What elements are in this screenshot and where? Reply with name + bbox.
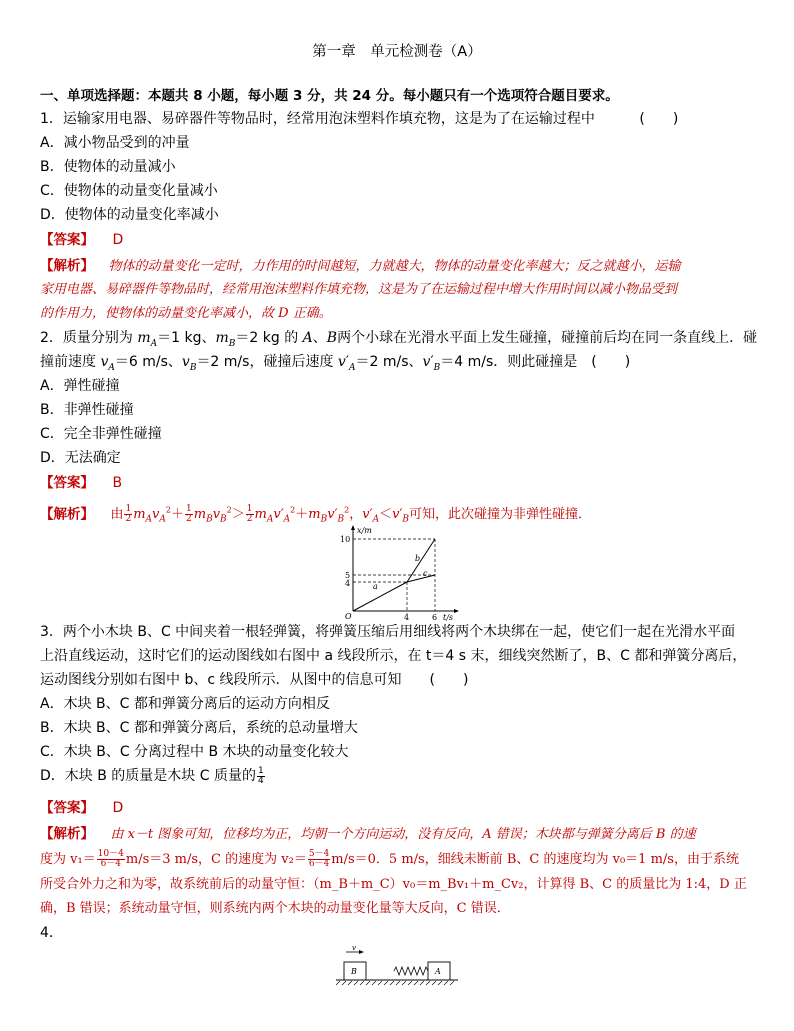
x-tick-4: 4 [404,613,410,622]
question-1-option-d: D．使物体的动量变化率减小 [40,207,219,223]
question-3-stem-line-3: 运动图线分别如右图中 b、c 线段所示．从图中的信息可知 ( ) [40,672,469,688]
y-tick-10: 10 [340,535,351,544]
block-b-label: B [351,967,357,976]
xt-graph [335,523,465,623]
x-axis-label: t/s [443,613,454,622]
question-1-answer: 【答案】 D [40,232,124,248]
question-3-option-d: D．木块 B 的质量是木块 C 质量的 $\frac{1}{4}$ [40,765,264,786]
question-4-number: 4． [40,925,63,941]
question-1-analysis-line-3: 的作用力，使物体的动量变化率减小，故 D 正确。 [40,306,332,321]
question-3-stem-line-1: 3．两个小木块 B、C 中间夹着一根轻弹簧，将弹簧压缩后用细线将两个木块绑在一起，使它们一起在光滑水平面 [40,624,736,640]
question-2-option-b: B．非弹性碰撞 [40,402,134,418]
question-1-analysis-line-1: 【解析】 物体的动量变化一定时，力作用的时间越短，力就越大，物体的动量变化率越大；反之就越小，运输 [40,258,681,274]
question-3-stem-line-2: 上沿直线运动，这时它们的运动图线如右图中 a 线段所示，在 t＝4 s 末，细线突然断了，B、C 都和弹簧分离后， [40,648,747,664]
question-2-option-a: A．弹性碰撞 [40,378,120,394]
question-3-option-a: A．木块 B、C 都和弹簧分离后的运动方向相反 [40,696,330,712]
question-1-option-c: C．使物体的动量变化量减小 [40,183,218,199]
question-3-answer: 【答案】 D [40,800,124,816]
question-2-analysis: 【解析】 由 $\frac{1}{2}$ $m_Av_A^2+$ $\frac{1}{2}$ $m_Bv_B^2>$ $\frac{1}{2}$ $m_Av'_A^2+m_Bv'_B^2$，$v'_A<v'_B$可知，此次碰撞为非弹性碰撞． [40,504,592,525]
x-tick-6: 6 [432,613,438,622]
question-3-option-c: C．木块 B、C 分离过程中 B 木块的动量变化较大 [40,744,349,760]
question-1-analysis-line-2: 家用电器、易碎器件等物品时，经常用泡沫塑料作填充物，这是为了在运输过程中增大作用时间以减小物品受到 [40,282,678,297]
question-1-option-a: A．减小物品受到的冲量 [40,135,190,151]
line-b-label: b [415,554,421,563]
origin-label: O [345,612,352,621]
question-3-analysis-line-3: 所受合外力之和为零，故系统前后的动量守恒：（m_B＋m_C）v₀＝m_Bv₁＋m_Cv₂，计算得 B、C 的质量比为 1:4，D 正 [40,877,747,892]
question-2-option-c: C．完全非弹性碰撞 [40,426,162,442]
question-3-option-b: B．木块 B、C 都和弹簧分离后，系统的总动量增大 [40,720,358,736]
question-2-stem-line-1: 2．质量分别为 $m_A=1$ kg、$m_B=2$ kg 的 A、B两个小球在光滑水平面上发生碰撞，碰撞前后均在同一条直线上．碰 [40,330,758,349]
spring [394,967,428,975]
question-3-analysis-line-1: 【解析】 由 x－t 图象可知，位移均为正，均朝一个方向运动，没有反向，A 错误；木块都与弹簧分离后 B 的速 [40,826,696,842]
y-tick-4: 4 [345,579,351,588]
question-2-option-d: D．无法确定 [40,450,121,466]
q4-figure [332,945,462,991]
page-title: 第一章 单元检测卷（A） [312,44,482,60]
block-a-label: A [435,967,441,976]
question-3-analysis-line-2: 度为 v₁＝ $\frac{10-4}{6-4}$ m/s＝3 m/s，C 的速度为 v₂＝ $\frac{5-4}{6-4}$ m/s＝0．5 m/s，细线未断前 B、C 的速度均为 v₀＝1 m/s，由于系统 [40,849,739,869]
ground-hatching [336,981,454,985]
question-2-answer: 【答案】 B [40,475,123,491]
question-1-option-b: B．使物体的动量减小 [40,159,176,175]
line-a-label: a [373,582,378,591]
section-heading: 一、单项选择题：本题共 8 小题，每小题 3 分，共 24 分。每小题只有一个选项符合题目要求。 [40,88,619,104]
line-a [353,582,407,611]
question-2-stem-line-2: 撞前速度 $v_A=6$ m/s、$v_B=2$ m/s，碰撞后速度 $v'_A=2$ m/s、$v'_B=4$ m/s．则此碰撞是 ( ) [40,354,631,373]
question-1-stem: 1．运输家用电器、易碎器件等物品时，经常用泡沫塑料作填充物，这是为了在运输过程中 ( ) [40,111,679,127]
x-axis-arrow [454,609,459,613]
y-axis-label: x/m [357,526,372,535]
question-3-analysis-line-4: 确，B 错误；系统动量守恒，则系统内两个木块的动量变化量等大反向，C 错误． [40,901,510,916]
y-axis-arrow [351,525,355,530]
velocity-label: v [352,945,356,952]
y-tick-5: 5 [345,571,351,580]
line-c-label: c [423,569,428,578]
